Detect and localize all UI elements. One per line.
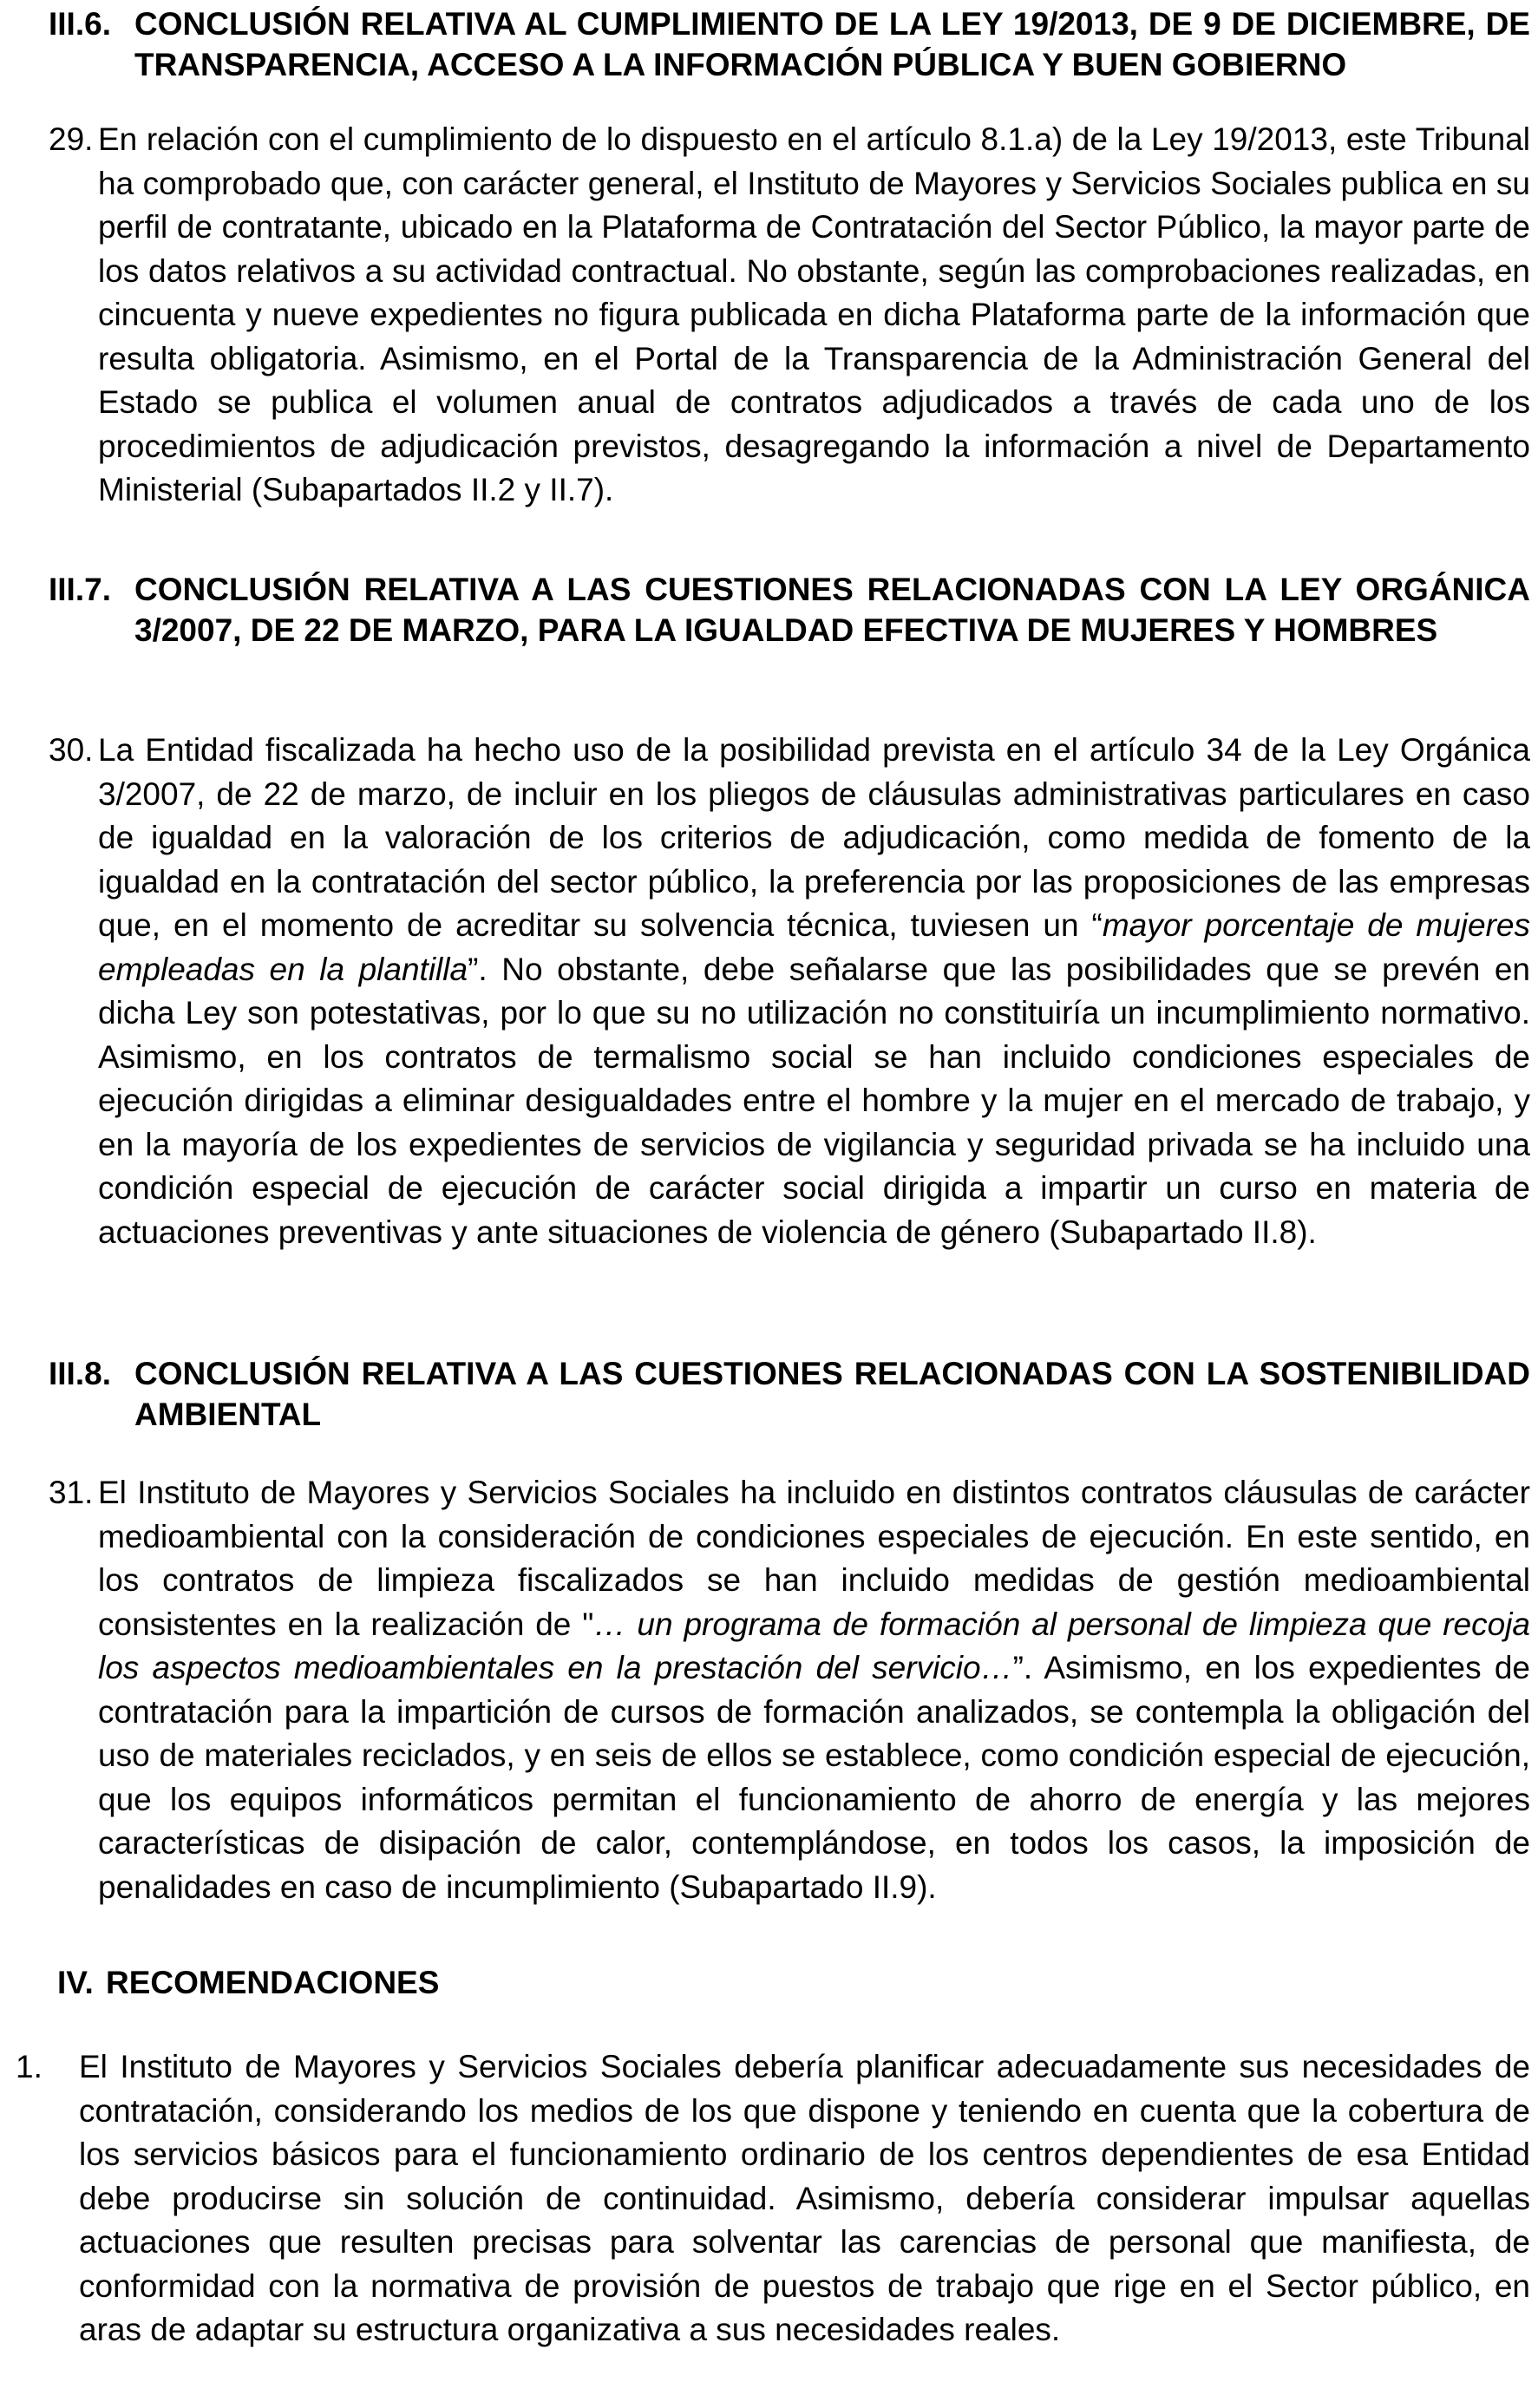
paragraph-text-part: El Instituto de Mayores y Servicios Sociales ha incluido en distintos contratos cláusulas de carácter medioambiental con la consideración de condiciones especiales de ejecución. En este sentido, en los contratos de limpieza fiscalizados se han incluido medidas de gestión medioambiental consistentes en la realización de " [98,1475,1530,1642]
paragraph-29 [49,118,1530,513]
section-title: CONCLUSIÓN RELATIVA A LAS CUESTIONES RELACIONADAS CON LA SOSTENIBILIDAD AMBIENTAL [134,1356,1530,1432]
paragraph-31 [49,1471,1530,1909]
section-heading-iii-6 [49,3,1530,85]
paragraph-text [62,729,1530,1254]
paragraph-quote-italic: … un programa de formación al personal de limpieza que recoja los aspectos medioambientales en la prestación del servicio… [98,1606,1530,1685]
section-title: CONCLUSIÓN RELATIVA AL CUMPLIMIENTO DE LA LEY 19/2013, DE 9 DE DICIEMBRE, DE TRANSPARENCIA, ACCESO A LA INFORMACIÓN PÚBLICA Y BUEN GOBIERNO [134,6,1530,82]
paragraph-number: 31. [49,1475,94,1510]
recommendation-1 [16,2045,1530,2352]
paragraph-30 [49,729,1530,1254]
paragraph-number: 30. [49,732,94,768]
section-number: III.8. [49,1356,111,1391]
section-title: CONCLUSIÓN RELATIVA A LAS CUESTIONES RELACIONADAS CON LA LEY ORGÁNICA 3/2007, DE 22 DE MARZO, PARA LA IGUALDAD EFECTIVA DE MUJERES Y HOMBRES [134,572,1530,648]
paragraph-text: El Instituto de Mayores y Servicios Sociales debería planificar adecuadamente sus necesidades de contratación, considerando los medios de los que dispone y teniendo en cuenta que la cobertura de los servicios básicos para el funcionamiento ordinario de los centros dependientes de esa Entidad debe producirse sin solución de continuidad. Asimismo, debería considerar impulsar aquellas actuaciones que resulten precisas para solventar las carencias de personal que manifiesta, de conformidad con la normativa de provisión de puestos de trabajo que rige en el Sector público, en aras de adaptar su estructura organizativa a sus necesidades reales. [79,2049,1530,2347]
section-number: IV. [57,1965,94,2000]
section-heading-iii-8 [49,1353,1530,1435]
paragraph-number: 29. [49,121,94,157]
section-heading-iv [57,1962,1530,2003]
section-number: III.7. [49,572,111,607]
paragraph-number: 1. [16,2049,43,2084]
paragraph-text [62,1471,1530,1909]
section-title: RECOMENDACIONES [106,1965,440,2000]
paragraph-text-part: ”. Asimismo, en los expedientes de contratación para la impartición de cursos de formación analizados, se contempla la obligación del uso de materiales reciclados, y en seis de ellos se establece, como condición especial de ejecución, que los equipos informáticos permitan el funcionamiento de ahorro de energía y las mejores características de disipación de calor, contemplándose, en todos los casos, la imposición de penalidades en caso de incumplimiento (Subapartado II.9). [98,1650,1530,1905]
paragraph-text-part: ”. No obstante, debe señalarse que las posibilidades que se prevén en dicha Ley son potestativas, por lo que su no utilización no constituiría un incumplimiento normativo. Asimismo, en los contratos de termalismo social se han incluido condiciones especiales de ejecución dirigidas a eliminar desigualdades entre el hombre y la mujer en el mercado de trabajo, y en la mayoría de los expedientes de servicios de vigilancia y seguridad privada se ha incluido una condición especial de ejecución de carácter social dirigida a impartir un curso en materia de actuaciones preventivas y ante situaciones de violencia de género (Subapartado II.8). [98,951,1530,1250]
section-heading-iii-7 [49,569,1530,651]
paragraph-text-part: La Entidad fiscalizada ha hecho uso de la posibilidad prevista en el artículo 34 de la Ley Orgánica 3/2007, de 22 de marzo, de incluir en los pliegos de cláusulas administrativas particulares en caso de igualdad en la valoración de los criterios de adjudicación, como medida de fomento de la igualdad en la contratación del sector público, la preferencia por las proposiciones de las empresas que, en el momento de acreditar su solvencia técnica, tuviesen un “ [98,732,1530,943]
paragraph-quote-italic: mayor porcentaje de mujeres empleadas en la plantilla [98,907,1530,987]
section-number: III.6. [49,6,111,42]
paragraph-text: En relación con el cumplimiento de lo dispuesto en el artículo 8.1.a) de la Ley 19/2013, este Tribunal ha comprobado que, con carácter general, el Instituto de Mayores y Servicios Sociales publica en su perfil de contratante, ubicado en la Plataforma de Contratación del Sector Público, la mayor parte de los datos relativos a su actividad contractual. No obstante, según las comprobaciones realizadas, en cincuenta y nueve expedientes no figura publicada en dicha Plataforma parte de la información que resulta obligatoria. Asimismo, en el Portal de la Transparencia de la Administración General del Estado se publica el volumen anual de contratos adjudicados a través de cada uno de los procedimientos de adjudicación previstos, desagregando la información a nivel de Departamento Ministerial (Subapartados II.2 y II.7). [98,121,1530,507]
